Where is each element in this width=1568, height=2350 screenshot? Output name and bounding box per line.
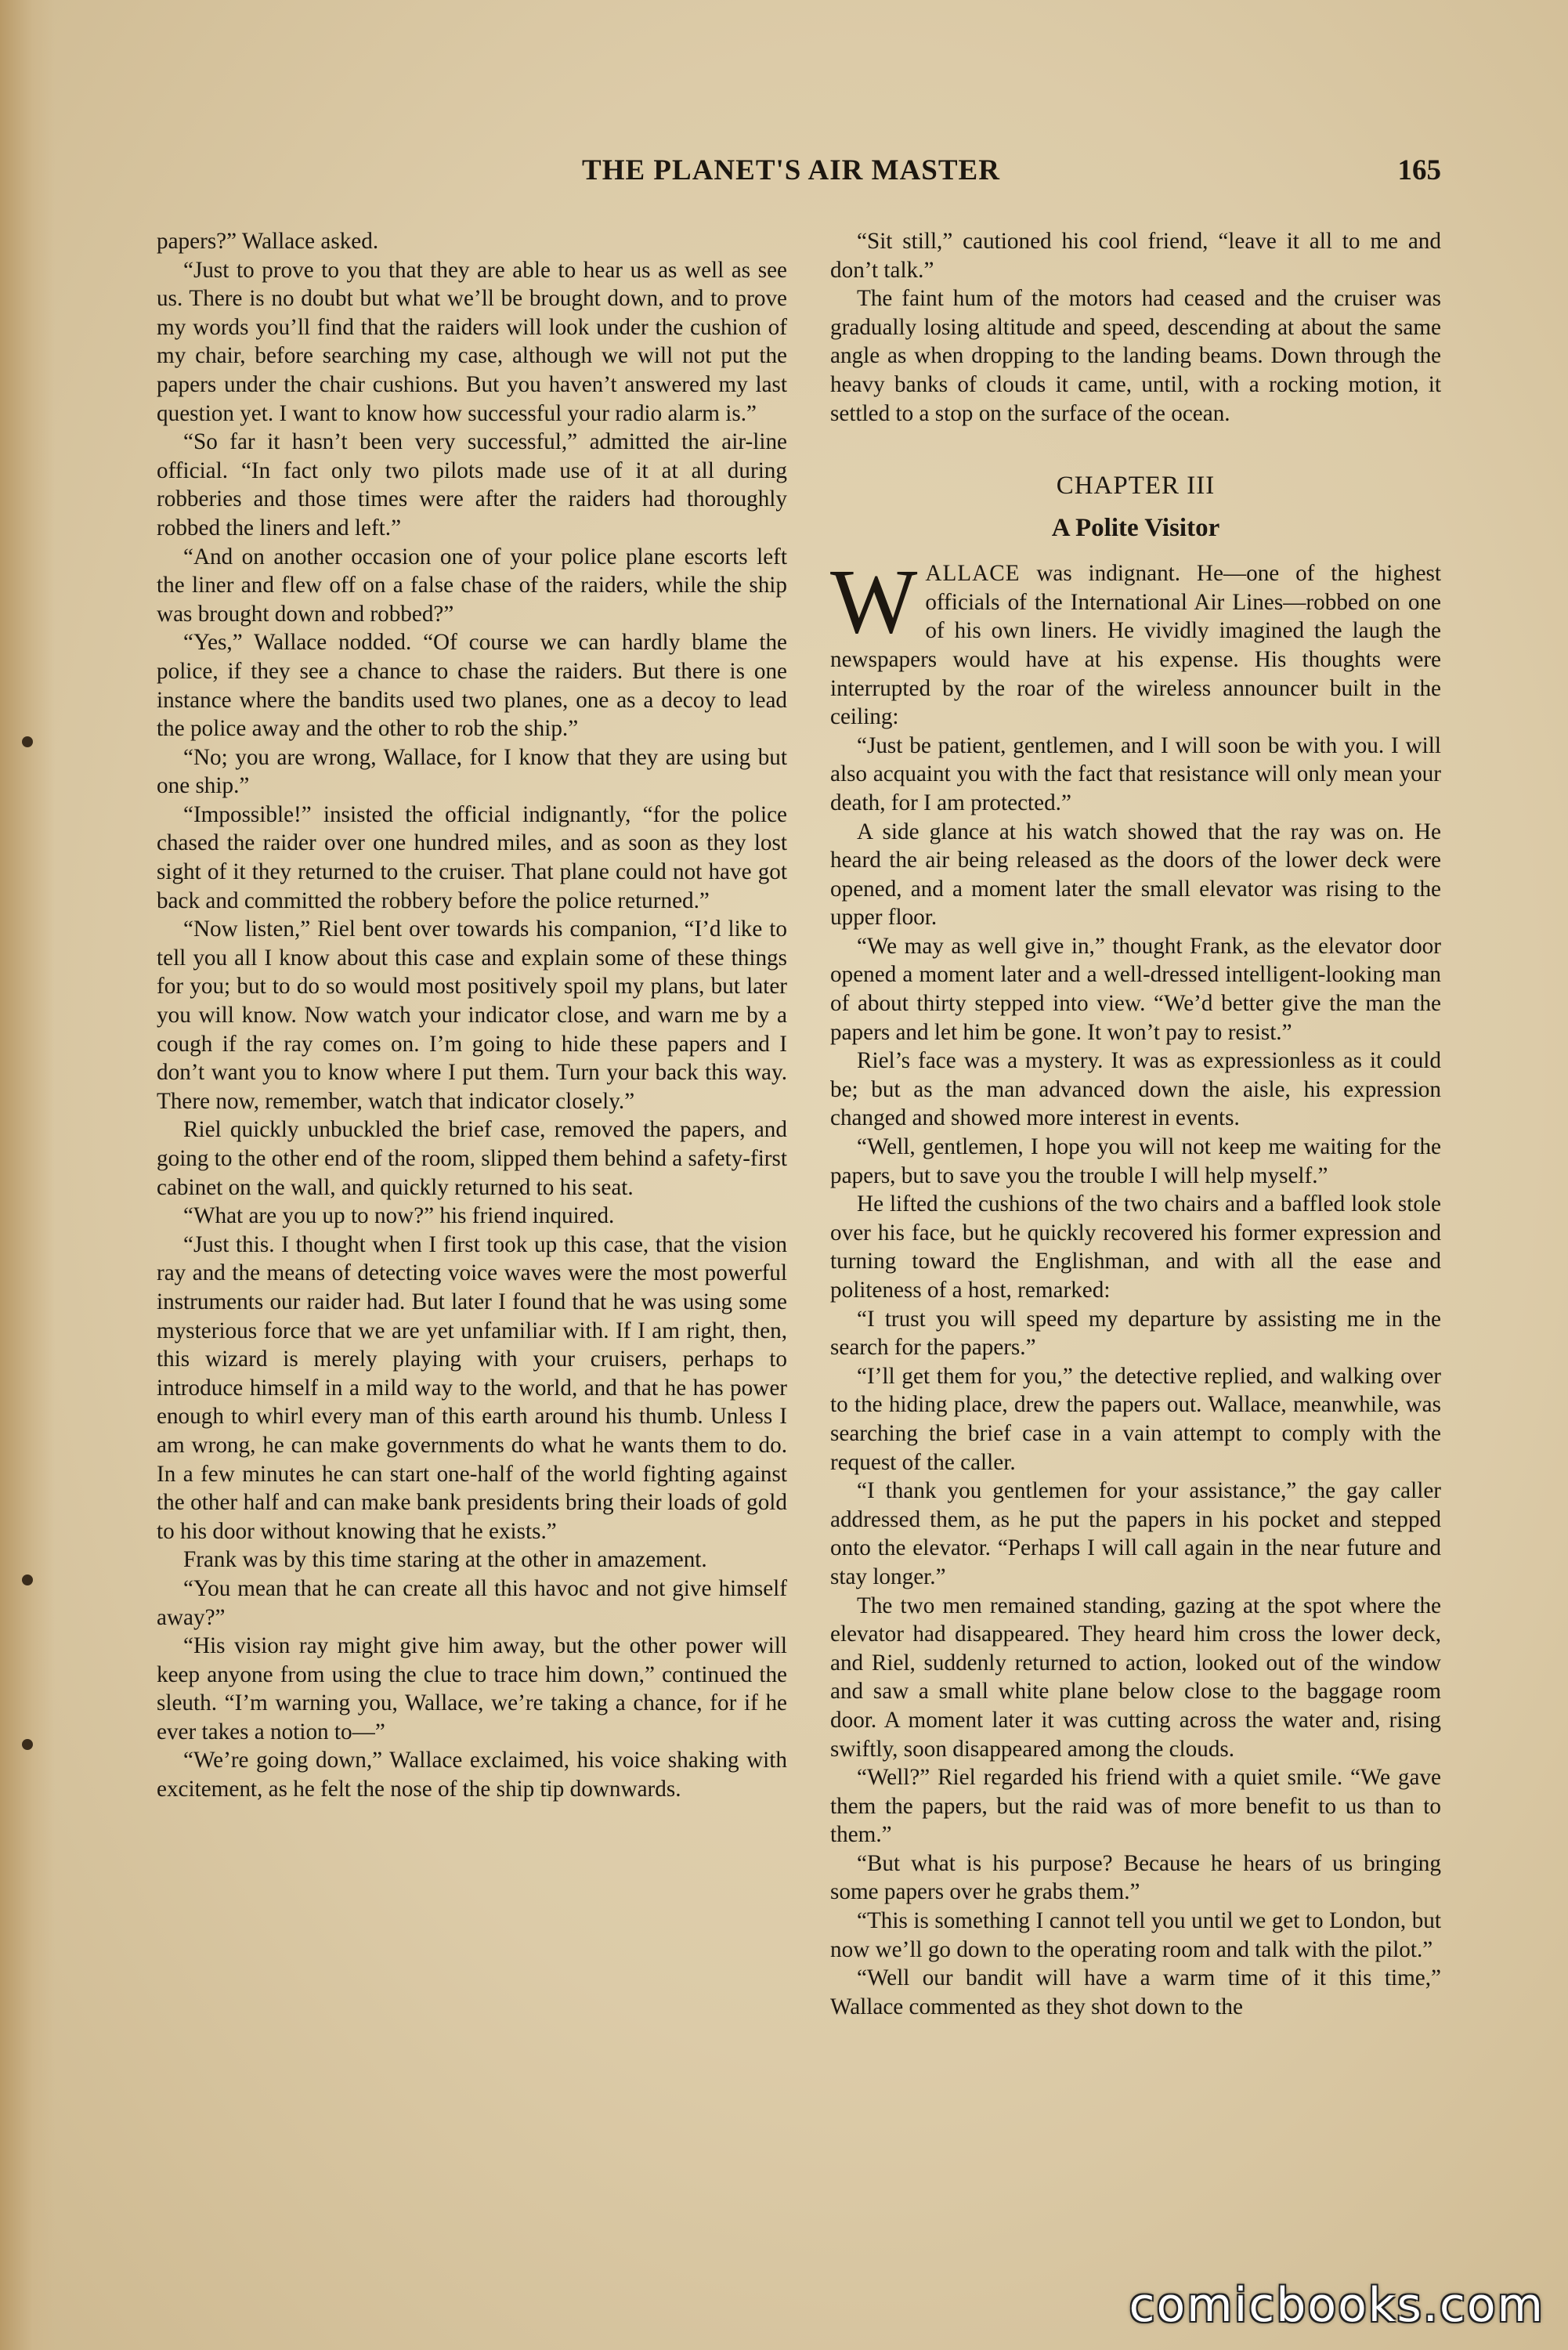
page-header [141,154,1441,201]
paragraph: “Just be patient, gentlemen, and I will soon be with you. I will also acquaint you with the fact that resistance will only mean your death, for I am protected.” [830,732,1441,815]
paragraph: “Well?” Riel regarded his friend with a quiet smile. “We gave them the papers, but the raid was of more benefit to us than to them.” [830,1765,1441,1848]
paragraph: Riel’s face was a mystery. It was as expressionless as it could be; but as the man advanced down the aisle, his expression changed and showed more interest in events. [830,1048,1441,1131]
paragraph: “I trust you will speed my departure by assisting me in the search for the papers.” [830,1306,1441,1361]
paragraph: “You mean that he can create all this havoc and not give himself away?” [157,1575,787,1630]
opening-text: was indignant. He—one of the highest officials of the International Air Lines—robbed on one of his own liners. He vividly imagined the laugh the newspapers would have at his expense. His thoughts were interrupted by the roar of the wireless announcer built in the ceiling: [830,561,1441,730]
paragraph: The faint hum of the motors had ceased and the cruiser was gradually losing altitude and speed, descending at about the same angle as when dropping to the landing beams. Down through the heavy banks of clouds it came, until, with a rocking motion, it settled to a stop on the surface of the ocean. [830,286,1441,426]
drop-cap: W [830,550,918,653]
running-title: THE PLANET'S AIR MASTER [582,154,1000,186]
paragraph: “Just this. I thought when I first took up this case, that the vision ray and the means of detecting voice waves were the most powerful instruments our raider had. But later I found that he was using some mysterious force that we are yet unfamiliar with. If I am right, then, this wizard is merely playing with your cruisers, perhaps to introduce himself in a mild way to the world, and that he has power enough to whirl every man of this earth around his thumb. Unless I am wrong, he can make governments do what he wants them to do. In a few minutes he can start one-half of the world fighting against the other half and can make bank presidents bring their loads of gold to his door without knowing that he exists.” [157,1231,787,1544]
paragraph: “What are you up to now?” his friend inquired. [183,1203,615,1229]
paragraph: “Now listen,” Riel bent over towards his companion, “I’d like to tell you all I know about this case and explain some of these things for you; but to do so would most positively spoil my plans, but later you will know. Now watch your indicator close, and warn me by a cough if the ray comes on. I’m going to hide these papers and I don’t want you to know where I put them. Turn your back this way. There now, remember, watch that indicator closely.” [157,916,787,1114]
source-watermark: comicbooks.com [1129,2278,1545,2333]
paragraph: Riel quickly unbuckled the brief case, removed the papers, and going to the other end of the room, slipped them behind a safety-first cabinet on the wall, and quickly returned to his seat. [157,1117,787,1200]
paragraph: “Impossible!” insisted the official indignantly, “for the police chased the raider over one hundred miles, and as soon as they lost sight of it they returned to the cruiser. That plane could not have got back and committed the robbery before the police returned.” [157,801,787,913]
page-number: 165 [1397,154,1441,186]
right-column [830,227,1441,2209]
binding-mark [22,1739,33,1750]
paragraph: papers?” Wallace asked. [157,229,379,254]
opening-small-caps: ALLACE [925,561,1021,587]
binding-mark [22,1574,33,1585]
paragraph: “So far it hasn’t been very successful,” admitted the air-line official. “In fact only two pilots made use of it at all during robberies and those times were after the raiders had thoroughly robbed the liners and left.” [157,429,787,540]
paragraph: “Well, gentlemen, I hope you will not keep me waiting for the papers, but to save you the trouble I will help myself.” [830,1134,1441,1188]
paragraph: “His vision ray might give him away, but the other power will keep anyone from using the clue to trace him down,” continued the sleuth. “I’m warning you, Wallace, we’re taking a chance, for if he ever takes a notion to—” [157,1633,787,1744]
paragraph: “Well our bandit will have a warm time of it this time,” Wallace commented as they shot down to the [830,1965,1441,2019]
paragraph: Frank was by this time staring at the other in amazement. [183,1547,707,1573]
chapter-heading: CHAPTER III [1056,472,1216,501]
paragraph: A side glance at his watch showed that the ray was on. He heard the air being released as the doors of the lower deck were opened, and a moment later the small elevator was rising to the upper floor. [830,819,1441,931]
chapter-subtitle: A Polite Visitor [1051,514,1220,543]
paragraph: The two men remained standing, gazing at the spot where the elevator had disappeared. They heard him cross the lower deck, and Riel, suddenly returned to action, looked out of the window and saw a small white plane below close to the baggage room door. A moment later it was cutting across the water and, rising swiftly, soon disappeared among the clouds. [830,1593,1441,1762]
paragraph: “No; you are wrong, Wallace, for I know that they are using but one ship.” [157,744,787,799]
paragraph: “And on another occasion one of your police plane escorts left the liner and flew off on a false chase of the raiders, while the ship was brought down and robbed?” [157,544,787,627]
paragraph: “We’re going down,” Wallace exclaimed, his voice shaking with excitement, as he felt the nose of the ship tip downwards. [157,1748,787,1802]
paragraph: “Yes,” Wallace nodded. “Of course we can hardly blame the police, if they see a chance to chase the raiders. But there is one instance where the bandits used two planes, one as a decoy to lead the police away and the other to rob the ship.” [157,630,787,742]
page-left-edge [0,0,55,2350]
paragraph: “Just to prove to you that they are able to hear us as well as see us. There is no doubt but what we’ll be brought down, and to prove my words you’ll find that the raiders will look under the cushion of my chair, before searching my case, although we will not put the papers under the chair cushions. But you haven’t answered my last question yet. I want to know how successful your radio alarm is.” [157,257,787,426]
paragraph: “Sit still,” cautioned his cool friend, “leave it all to me and don’t talk.” [830,229,1441,283]
paragraph: “I’ll get them for you,” the detective replied, and walking over to the hiding place, drew the papers out. Wallace, meanwhile, was searching the brief case in a vain attempt to comply with the request of the caller. [830,1363,1441,1475]
paragraph: “This is something I cannot tell you until we get to London, but now we’ll go down to the operating room and talk with the pilot.” [830,1908,1441,1962]
paragraph: “But what is his purpose? Because he hears of us bringing some papers over he grabs them.” [830,1850,1441,1905]
paragraph: “I thank you gentlemen for your assistance,” the gay caller addressed them, as he put the papers in his pocket and stepped onto the elevator. “Perhaps I will call again in the near future and stay longer.” [830,1478,1441,1589]
paragraph: He lifted the cushions of the two chairs and a baffled look stole over his face, but he quickly recovered his former expression and turning toward the Englishman, and with all the ease and politeness of a host, remarked: [830,1191,1441,1303]
binding-mark [22,736,33,747]
paragraph: “We may as well give in,” thought Frank, as the elevator door opened a moment later and a well-dressed intelligent-looking man of about thirty stepped into view. “We’d better give the man the papers and let him be gone. It won’t pay to resist.” [830,933,1441,1045]
chapter-opening-paragraph [830,550,1441,732]
left-column [157,227,787,2209]
